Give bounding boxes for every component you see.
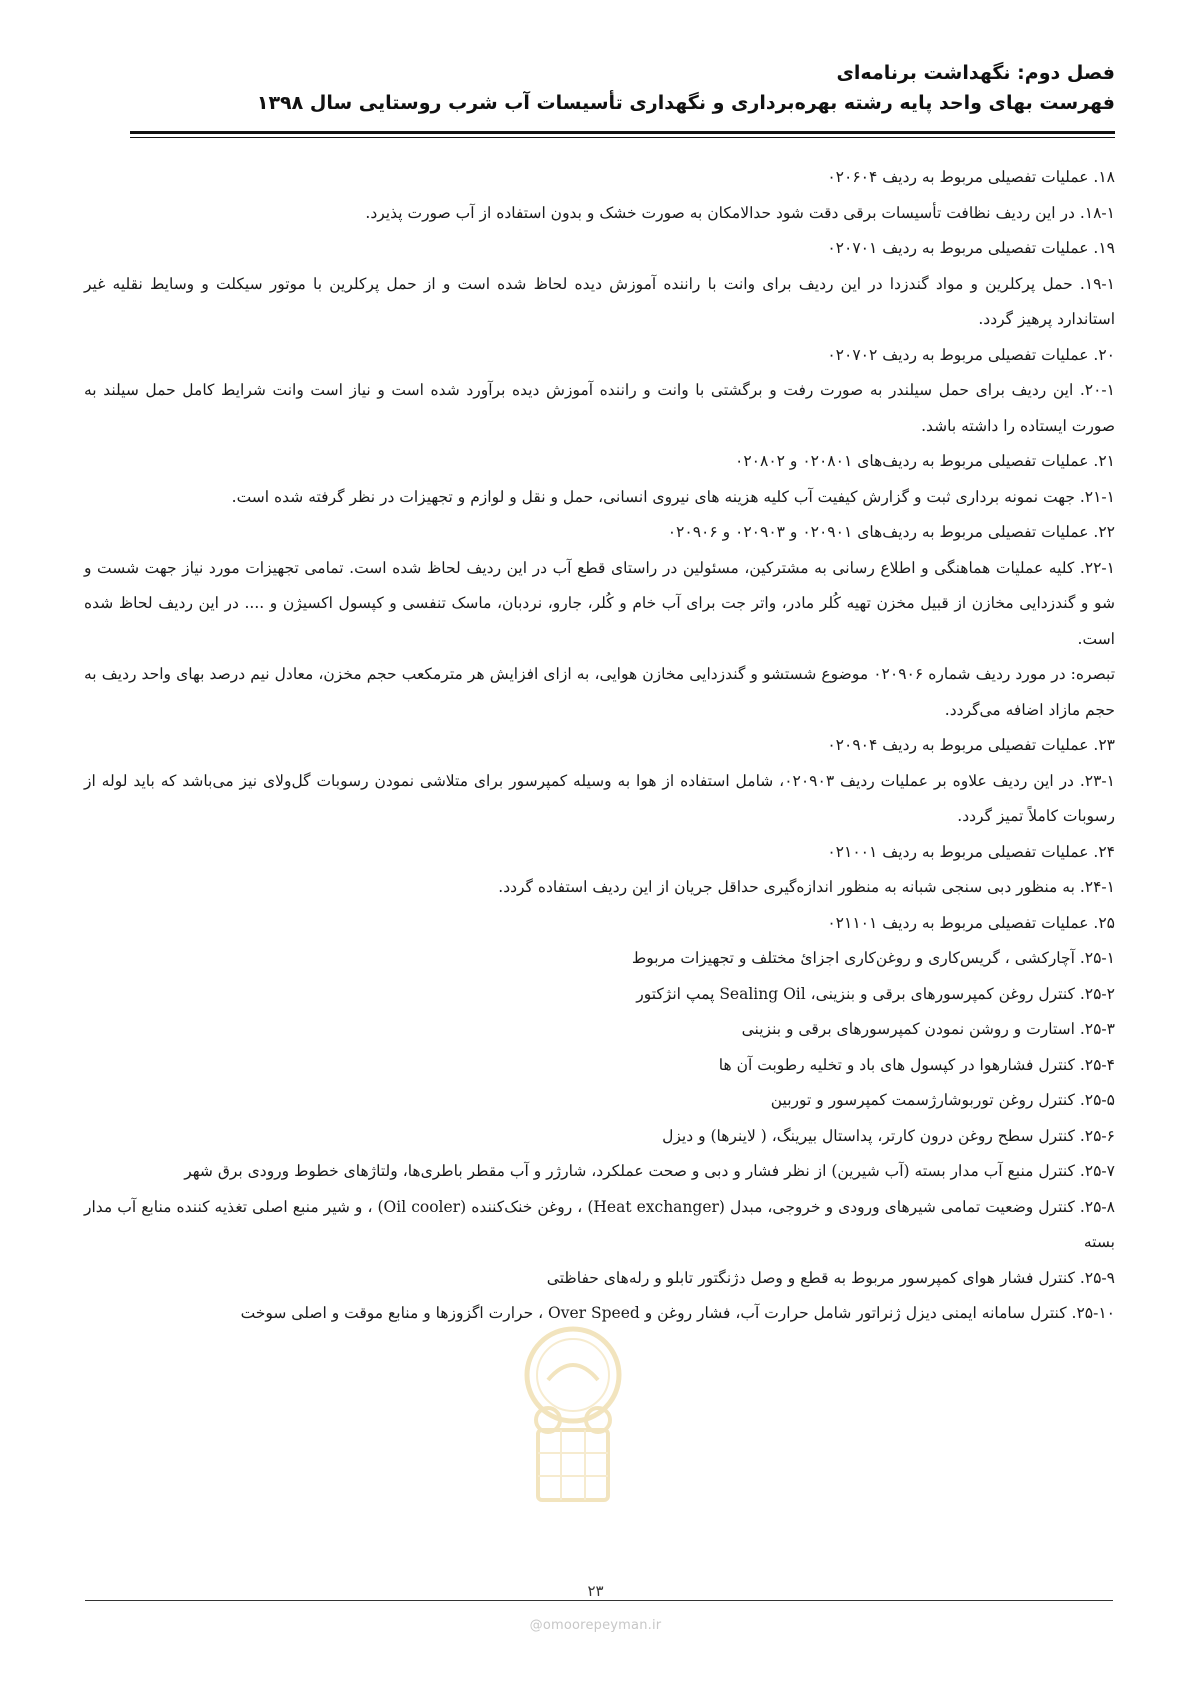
- paragraph: ۲۵. عملیات تفصیلی مربوط به ردیف ۰۲۱۱۰۱: [827, 913, 1115, 932]
- paragraph: ۱۹-۱. حمل پرکلرین و مواد گندزدا در این ردیف برای وانت با راننده آموزش دیده لحاظ شده است و از حمل پرکلرین با موتور سیکلت و وسایط نقلیه غیر استاندارد پرهیز گردد.: [84, 274, 1115, 328]
- list-item: ۲۵-۳. استارت و روشن نمودن کمپرسورهای برقی و بنزینی: [741, 1020, 1115, 1038]
- paragraph: ۲۱-۱. جهت نمونه برداری ثبت و گزارش کیفیت آب کلیه هزینه های نیروی انسانی، حمل و نقل و لوازم و تجهیزات در نظر گرفته شده است.: [231, 487, 1115, 506]
- paragraph: ۱۸-۱. در این ردیف نظافت تأسیسات برقی دقت شود حدالامکان به صورت خشک و بدون استفاده از آب صورت پذیرد.: [365, 203, 1115, 222]
- page-header: [130, 58, 1115, 118]
- note-paragraph: تبصره: در مورد ردیف شماره ۰۲۰۹۰۶ موضوع شستشو و گندزدایی مخازن هوایی، به ازای افزایش هر مترمکعب حجم مخزن، معادل نیم درصد بهای واحد ردیف به حجم مازاد اضافه می‌گردد.: [84, 665, 1116, 719]
- watermark-logo-icon: [508, 1325, 638, 1555]
- paragraph: ۲۲-۱. کلیه عملیات هماهنگی و اطلاع رسانی به مشترکین، مسئولین در راستای قطع آب در این ردیف لحاظ شده است. تمامی تجهیزات مورد نیاز جهت شست و شو و گندزدایی مخازن از قبیل مخزن تهیه کُلر مادر، واتر جت برای آب خام و کُلر، جارو، نردبان، ماسک تنفسی و کپسول اکسیژن و .... در این ردیف لحاظ شده است.: [84, 558, 1115, 648]
- list-item: ۲۵-۲. کنترل روغن کمپرسورهای برقی و بنزینی، Sealing Oil پمپ انژکتور: [636, 984, 1115, 1003]
- page-number: [0, 1582, 1191, 1600]
- list-item: ۲۵-۷. کنترل منبع آب مدار بسته (آب شیرین) از نظر فشار و دبی و صحت عملکرد، شارژر و آب مقطر باطری‌ها، ولتاژهای خطوط ورودی برق شهر: [184, 1162, 1115, 1180]
- list-item: ۲۵-۱. آچارکشی ، گریس‌کاری و روغن‌کاری اجزائ مختلف و تجهیزات مربوط: [631, 949, 1115, 967]
- list-item: ۲۵-۴. کنترل فشارهوا در کپسول های باد و تخلیه رطوبت آن ها: [718, 1055, 1115, 1074]
- header-rule-thick: [130, 131, 1115, 134]
- document-subtitle: فهرست بهای واحد پایه رشته بهره‌برداری و نگهداری تأسیسات آب شرب روستایی سال ۱۳۹۸: [256, 92, 1115, 114]
- paragraph: ۲۴. عملیات تفصیلی مربوط به ردیف ۰۲۱۰۰۱: [827, 842, 1115, 861]
- paragraph: ۲۴-۱. به منظور دبی سنجی شبانه به منظور اندازه‌گیری حداقل جریان از این ردیف استفاده گردد.: [498, 878, 1115, 896]
- footer-rule: [85, 1600, 1113, 1601]
- paragraph: ۲۳-۱. در این ردیف علاوه بر عملیات ردیف ۰۲۰۹۰۳، شامل استفاده از هوا به وسیله کمپرسور برای متلاشی نمودن رسوبات گل‌ولای نیز می‌باشد که باید لوله از رسوبات کاملاً تمیز گردد.: [84, 771, 1115, 825]
- paragraph: ۲۰. عملیات تفصیلی مربوط به ردیف ۰۲۰۷۰۲: [827, 345, 1115, 364]
- document-body: [84, 160, 1115, 1332]
- page-number-text: ۲۳: [581, 1582, 609, 1600]
- paragraph: ۲۲. عملیات تفصیلی مربوط به ردیف‌های ۰۲۰۹۰۱ و ۰۲۰۹۰۳ و ۰۲۰۹۰۶: [667, 523, 1115, 541]
- paragraph: ۲۰-۱. این ردیف برای حمل سیلندر به صورت رفت و برگشتی با وانت و راننده آموزش دیده برآورد شده است و نیاز است وانت شرایط کامل حمل سیلند به صورت ایستاده را داشته باشد.: [84, 381, 1115, 435]
- paragraph: ۲۱. عملیات تفصیلی مربوط به ردیف‌های ۰۲۰۸۰۱ و ۰۲۰۸۰۲: [735, 452, 1115, 470]
- paragraph: ۱۸. عملیات تفصیلی مربوط به ردیف ۰۲۰۶۰۴: [827, 168, 1115, 186]
- list-item: ۲۵-۵. کنترل روغن توربوشارژسمت کمپرسور و توربین: [770, 1091, 1115, 1109]
- list-item: ۲۵-۶. کنترل سطح روغن درون کارتر، پداستال بیرینگ، ( لاینرها) و دیزل: [662, 1126, 1115, 1145]
- list-item: ۲۵-۱۰. کنترل سامانه ایمنی دیزل ژنراتور شامل حرارت آب، فشار روغن و Over Speed ، حرارت اگزوزها و منابع موقت و اصلی سوخت: [240, 1304, 1115, 1322]
- chapter-title: فصل دوم: نگهداشت برنامه‌ای: [836, 62, 1115, 84]
- list-item: ۲۵-۹. کنترل فشار هوای کمپرسور مربوط به قطع و وصل دژنگتور تابلو و رله‌های حفاظتی: [546, 1268, 1115, 1287]
- watermark-text: @omoorepeyman.ir: [529, 1618, 662, 1633]
- paragraph: ۲۳. عملیات تفصیلی مربوط به ردیف ۰۲۰۹۰۴: [827, 736, 1115, 754]
- paragraph: ۱۹. عملیات تفصیلی مربوط به ردیف ۰۲۰۷۰۱: [827, 239, 1115, 257]
- list-item: ۲۵-۸. کنترل وضعیت تمامی شیرهای ورودی و خروجی، مبدل (Heat exchanger) ، روغن خنک‌کننده (Oil cooler) ، و شیر منبع اصلی تغذیه کننده منابع آب مدار بسته: [84, 1197, 1115, 1251]
- header-rule-thin: [130, 137, 1115, 138]
